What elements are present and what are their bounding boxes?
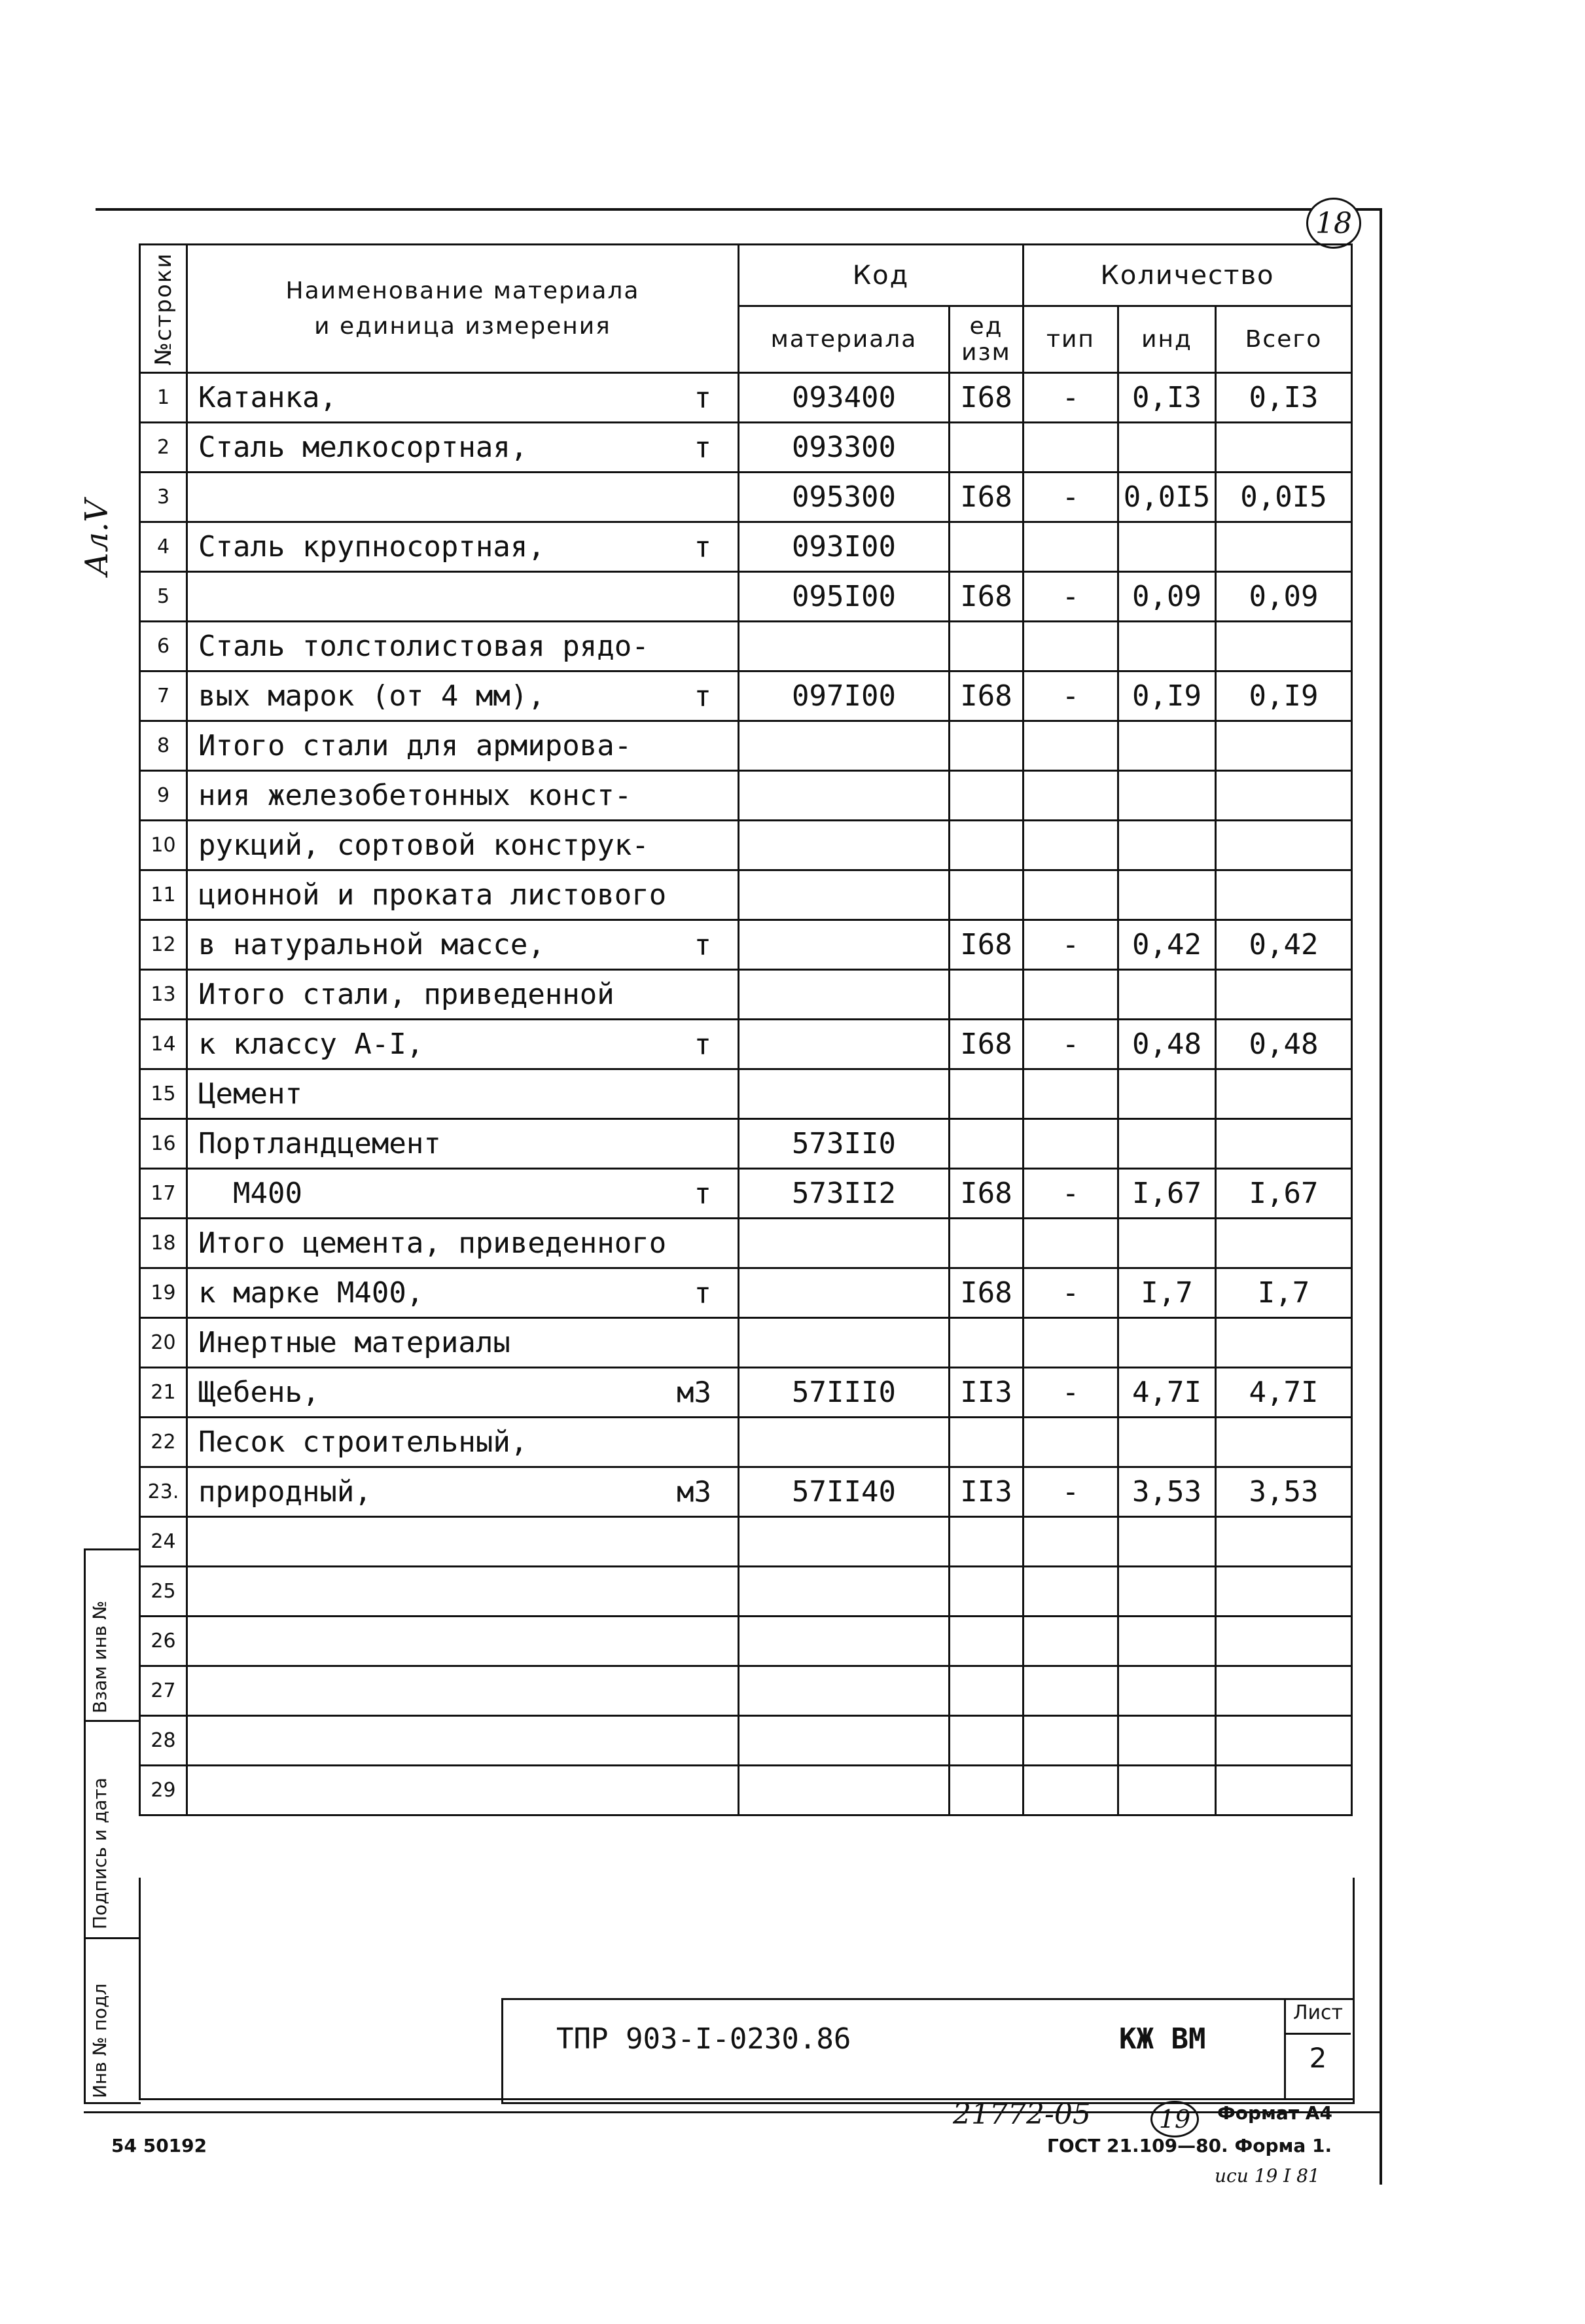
footer-initials: ucu 19 I 81 (1215, 2165, 1320, 2187)
unit-code: II3 (950, 1368, 1024, 1418)
row-number: 16 (140, 1119, 187, 1169)
total-qty (1216, 1617, 1352, 1666)
table-row (140, 1716, 1352, 1766)
material-name-text: в натуральной массе, (198, 928, 545, 961)
type-value: - (1024, 1020, 1118, 1069)
unit-code (950, 622, 1024, 671)
type-value (1024, 423, 1118, 473)
header-quantity-group: Количество (1024, 245, 1352, 306)
unit-of-measure: м3 (677, 1475, 711, 1509)
total-qty: 0,0I5 (1216, 473, 1352, 522)
material-name (187, 1318, 739, 1368)
table-row (140, 721, 1352, 771)
type-value (1024, 1219, 1118, 1268)
total-qty (1216, 1567, 1352, 1617)
header-material-name: Наименование материала и единица измерения (187, 245, 739, 373)
material-name (187, 1368, 739, 1418)
individual-qty (1118, 1617, 1216, 1666)
material-code (739, 821, 950, 870)
individual-qty (1118, 870, 1216, 920)
table-row (140, 1666, 1352, 1716)
material-code (739, 1219, 950, 1268)
document-code: ТПР 903-I-0230.86 (556, 2022, 851, 2056)
material-name-text: Песок строительный, (198, 1425, 528, 1459)
row-number: 22 (140, 1418, 187, 1467)
type-value (1024, 1069, 1118, 1119)
material-code: 573II0 (739, 1119, 950, 1169)
table-row (140, 1766, 1352, 1815)
material-name (187, 622, 739, 671)
unit-code (950, 821, 1024, 870)
row-number: 10 (140, 821, 187, 870)
unit-of-measure: т (694, 1177, 711, 1210)
material-name (187, 721, 739, 771)
sheet-divider (1285, 2033, 1351, 2035)
footer-handwritten-number: 21772-05 (953, 2098, 1091, 2131)
table-row (140, 1020, 1352, 1069)
row-number: 14 (140, 1020, 187, 1069)
unit-code (950, 970, 1024, 1020)
unit-of-measure: м3 (677, 1376, 711, 1409)
unit-of-measure: т (694, 679, 711, 713)
material-name-text: Итого цемента, приведенного (198, 1226, 667, 1260)
row-number: 11 (140, 870, 187, 920)
total-qty: I,7 (1216, 1268, 1352, 1318)
type-value: - (1024, 671, 1118, 721)
total-qty (1216, 970, 1352, 1020)
individual-qty: I,7 (1118, 1268, 1216, 1318)
individual-qty (1118, 1567, 1216, 1617)
type-value: - (1024, 1169, 1118, 1219)
material-code (739, 1716, 950, 1766)
row-number: 13 (140, 970, 187, 1020)
individual-qty (1118, 622, 1216, 671)
total-qty (1216, 821, 1352, 870)
unit-of-measure: т (694, 431, 711, 464)
total-qty (1216, 1766, 1352, 1815)
individual-qty (1118, 423, 1216, 473)
table-row (140, 1119, 1352, 1169)
material-name-text: к классу А-I, (198, 1028, 424, 1061)
type-value (1024, 522, 1118, 572)
unit-code (950, 1069, 1024, 1119)
table-row (140, 1219, 1352, 1268)
unit-code (950, 1219, 1024, 1268)
type-value (1024, 821, 1118, 870)
material-name-text: вых марок (от 4 мм), (198, 679, 545, 713)
total-qty (1216, 1716, 1352, 1766)
material-code (739, 1666, 950, 1716)
row-number: 9 (140, 771, 187, 821)
total-qty: 0,I9 (1216, 671, 1352, 721)
material-name (187, 870, 739, 920)
header-material-code: материала (739, 306, 950, 373)
individual-qty: 0,I3 (1118, 373, 1216, 423)
unit-code: I68 (950, 1020, 1024, 1069)
unit-code: I68 (950, 920, 1024, 970)
right-border (1380, 208, 1382, 2185)
material-code: 093I00 (739, 522, 950, 572)
table-row (140, 622, 1352, 671)
material-name (187, 423, 739, 473)
individual-qty: 0,42 (1118, 920, 1216, 970)
sheet-label: Лист (1292, 2001, 1344, 2024)
material-name-text: Итого стали для армирова- (198, 729, 632, 762)
margin-inv-original: Инв № подл (89, 1983, 111, 2098)
material-code (739, 622, 950, 671)
table-row (140, 771, 1352, 821)
material-code (739, 1318, 950, 1368)
unit-code (950, 1119, 1024, 1169)
type-value (1024, 1418, 1118, 1467)
type-value: - (1024, 473, 1118, 522)
unit-of-measure: т (694, 928, 711, 961)
top-rule (96, 208, 1382, 211)
row-number: 2 (140, 423, 187, 473)
individual-qty (1118, 1119, 1216, 1169)
material-code (739, 970, 950, 1020)
row-number: 27 (140, 1666, 187, 1716)
material-code: 57II40 (739, 1467, 950, 1517)
material-name (187, 1716, 739, 1766)
individual-qty: 4,7I (1118, 1368, 1216, 1418)
material-name-text: Итого стали, приведенной (198, 978, 614, 1011)
total-qty: 0,I3 (1216, 373, 1352, 423)
type-value (1024, 1119, 1118, 1169)
table-row (140, 1368, 1352, 1418)
row-number: 1 (140, 373, 187, 423)
material-code (739, 721, 950, 771)
row-number: 12 (140, 920, 187, 970)
material-name (187, 1169, 739, 1219)
unit-code: I68 (950, 1268, 1024, 1318)
type-value: - (1024, 373, 1118, 423)
material-name (187, 1418, 739, 1467)
material-code (739, 1268, 950, 1318)
unit-code (950, 870, 1024, 920)
total-qty: I,67 (1216, 1169, 1352, 1219)
material-name (187, 572, 739, 622)
table-row (140, 1318, 1352, 1368)
total-qty (1216, 1219, 1352, 1268)
table-row (140, 522, 1352, 572)
individual-qty (1118, 1318, 1216, 1368)
table-row (140, 423, 1352, 473)
table-row (140, 1517, 1352, 1567)
material-name-text: Инертные материалы (198, 1326, 510, 1359)
table-row (140, 473, 1352, 522)
row-number: 19 (140, 1268, 187, 1318)
total-qty: 3,53 (1216, 1467, 1352, 1517)
material-code: 573II2 (739, 1169, 950, 1219)
sheet-number: 2 (1309, 2042, 1327, 2074)
unit-code (950, 1567, 1024, 1617)
material-name (187, 1119, 739, 1169)
material-name-text: Сталь мелкосортная, (198, 431, 528, 464)
table-row (140, 373, 1352, 423)
unit-of-measure: т (694, 530, 711, 563)
row-number: 15 (140, 1069, 187, 1119)
table-row (140, 1268, 1352, 1318)
table-row (140, 970, 1352, 1020)
table-row (140, 870, 1352, 920)
material-code (739, 1020, 950, 1069)
unit-code (950, 1666, 1024, 1716)
individual-qty (1118, 522, 1216, 572)
table-row (140, 1418, 1352, 1467)
material-name (187, 373, 739, 423)
type-value: - (1024, 1467, 1118, 1517)
unit-of-measure: т (694, 1276, 711, 1310)
material-code (739, 1517, 950, 1567)
material-name-text: Цемент (198, 1077, 302, 1111)
header-type: тип (1024, 306, 1118, 373)
material-code (739, 1766, 950, 1815)
individual-qty (1118, 1517, 1216, 1567)
individual-qty (1118, 721, 1216, 771)
row-number: 18 (140, 1219, 187, 1268)
material-code (739, 1617, 950, 1666)
margin-inv-replace: Взам инв № (89, 1600, 111, 1713)
row-number: 23. (140, 1467, 187, 1517)
total-qty (1216, 1318, 1352, 1368)
sheet-number-circled: 18 (1306, 198, 1361, 249)
row-number: 29 (140, 1766, 187, 1815)
type-value (1024, 1517, 1118, 1567)
unit-code (950, 771, 1024, 821)
individual-qty: 0,09 (1118, 572, 1216, 622)
row-number: 17 (140, 1169, 187, 1219)
footer-archive-number: 54 50192 (111, 2135, 207, 2156)
individual-qty: 3,53 (1118, 1467, 1216, 1517)
table-row (140, 1467, 1352, 1517)
margin-divider (84, 1937, 139, 1939)
row-number: 21 (140, 1368, 187, 1418)
type-value (1024, 721, 1118, 771)
row-number: 4 (140, 522, 187, 572)
material-name-text: Сталь толстолистовая рядо- (198, 630, 649, 663)
table-row (140, 920, 1352, 970)
unit-of-measure: т (694, 381, 711, 414)
type-value: - (1024, 572, 1118, 622)
table-row (140, 572, 1352, 622)
material-name (187, 1069, 739, 1119)
type-value (1024, 1567, 1118, 1617)
material-code (739, 771, 950, 821)
type-value (1024, 870, 1118, 920)
unit-code (950, 1517, 1024, 1567)
individual-qty (1118, 1418, 1216, 1467)
material-name-text: Сталь крупносортная, (198, 530, 545, 563)
total-qty: 4,7I (1216, 1368, 1352, 1418)
total-qty (1216, 870, 1352, 920)
unit-code: I68 (950, 1169, 1024, 1219)
row-number: 8 (140, 721, 187, 771)
material-code: 095I00 (739, 572, 950, 622)
individual-qty (1118, 1219, 1216, 1268)
header-row-number: №строки (140, 245, 187, 373)
material-name (187, 1567, 739, 1617)
individual-qty: 0,48 (1118, 1020, 1216, 1069)
total-qty (1216, 1119, 1352, 1169)
material-code (739, 1069, 950, 1119)
table-row (140, 1169, 1352, 1219)
material-code: 57III0 (739, 1368, 950, 1418)
material-name (187, 970, 739, 1020)
material-code: 095300 (739, 473, 950, 522)
material-name (187, 1617, 739, 1666)
material-name (187, 1219, 739, 1268)
materials-table (139, 243, 1353, 1816)
unit-of-measure: т (694, 1028, 711, 1061)
material-name (187, 1766, 739, 1815)
handwritten-side-note: Ал.V (79, 499, 115, 576)
material-code: 093400 (739, 373, 950, 423)
row-number: 6 (140, 622, 187, 671)
material-code (739, 920, 950, 970)
header-individual: инд (1118, 306, 1216, 373)
unit-code (950, 1318, 1024, 1368)
material-name (187, 522, 739, 572)
material-name (187, 821, 739, 870)
unit-code (950, 1617, 1024, 1666)
table-row (140, 1069, 1352, 1119)
total-qty (1216, 721, 1352, 771)
table-row (140, 671, 1352, 721)
material-name (187, 473, 739, 522)
total-qty (1216, 1666, 1352, 1716)
material-name-text: Катанка, (198, 381, 337, 414)
individual-qty: I,67 (1118, 1169, 1216, 1219)
row-number: 24 (140, 1517, 187, 1567)
type-value (1024, 970, 1118, 1020)
type-value (1024, 1766, 1118, 1815)
individual-qty (1118, 1069, 1216, 1119)
type-value (1024, 771, 1118, 821)
unit-code: I68 (950, 572, 1024, 622)
unit-code (950, 522, 1024, 572)
unit-code (950, 1766, 1024, 1815)
material-name (187, 771, 739, 821)
individual-qty (1118, 771, 1216, 821)
type-value (1024, 1617, 1118, 1666)
material-name (187, 920, 739, 970)
footer-circled-number: 19 (1150, 2101, 1199, 2137)
total-qty (1216, 1418, 1352, 1467)
individual-qty (1118, 1666, 1216, 1716)
material-name (187, 1517, 739, 1567)
unit-code (950, 721, 1024, 771)
row-number: 7 (140, 671, 187, 721)
unit-code (950, 1716, 1024, 1766)
material-name-text: Портландцемент (198, 1127, 441, 1160)
table-row (140, 1617, 1352, 1666)
material-code (739, 1418, 950, 1467)
margin-divider (84, 1720, 139, 1722)
header-total: Всего (1216, 306, 1352, 373)
individual-qty (1118, 1766, 1216, 1815)
row-number: 3 (140, 473, 187, 522)
unit-code: II3 (950, 1467, 1024, 1517)
row-number: 5 (140, 572, 187, 622)
unit-code: I68 (950, 473, 1024, 522)
total-qty (1216, 423, 1352, 473)
material-name (187, 1020, 739, 1069)
type-value (1024, 1716, 1118, 1766)
unit-code: I68 (950, 671, 1024, 721)
material-code (739, 1567, 950, 1617)
type-value (1024, 622, 1118, 671)
material-name-text: природный, (198, 1475, 372, 1509)
total-qty (1216, 1517, 1352, 1567)
unit-code (950, 423, 1024, 473)
row-number: 28 (140, 1716, 187, 1766)
individual-qty (1118, 1716, 1216, 1766)
total-qty (1216, 1069, 1352, 1119)
material-name (187, 671, 739, 721)
row-number: 20 (140, 1318, 187, 1368)
material-name (187, 1467, 739, 1517)
unit-code: I68 (950, 373, 1024, 423)
row-number: 25 (140, 1567, 187, 1617)
material-name (187, 1666, 739, 1716)
material-code: 097I00 (739, 671, 950, 721)
header-unit-code: ед изм (950, 306, 1024, 373)
total-qty: 0,48 (1216, 1020, 1352, 1069)
material-name-text: рукций, сортовой конструк- (198, 829, 649, 862)
material-name-text: ционной и проката листового (198, 878, 667, 912)
margin-sign-date: Подпись и дата (89, 1778, 111, 1929)
total-qty: 0,42 (1216, 920, 1352, 970)
material-name-text: Щебень, (198, 1376, 320, 1409)
individual-qty: 0,0I5 (1118, 473, 1216, 522)
table-body (140, 373, 1352, 1815)
individual-qty (1118, 970, 1216, 1020)
individual-qty: 0,I9 (1118, 671, 1216, 721)
material-code: 093300 (739, 423, 950, 473)
material-name-text: ния железобетонных конст- (198, 779, 632, 812)
total-qty (1216, 622, 1352, 671)
material-code (739, 870, 950, 920)
unit-code (950, 1418, 1024, 1467)
type-value: - (1024, 1368, 1118, 1418)
material-name-text: М400 (198, 1177, 302, 1210)
material-name (187, 1268, 739, 1318)
total-qty (1216, 522, 1352, 572)
type-value: - (1024, 1268, 1118, 1318)
footer-format: Формат А4 (1217, 2102, 1332, 2124)
table-row (140, 821, 1352, 870)
type-value (1024, 1318, 1118, 1368)
footer-gost: ГОСТ 21.109—80. Форма 1. (1047, 2135, 1332, 2156)
material-name-text: к марке М400, (198, 1276, 424, 1310)
type-value: - (1024, 920, 1118, 970)
table-row (140, 1567, 1352, 1617)
row-number: 26 (140, 1617, 187, 1666)
total-qty (1216, 771, 1352, 821)
type-value (1024, 1666, 1118, 1716)
header-code-group: Код (739, 245, 1024, 306)
individual-qty (1118, 821, 1216, 870)
document-mark: КЖ ВМ (1119, 2022, 1206, 2056)
total-qty: 0,09 (1216, 572, 1352, 622)
